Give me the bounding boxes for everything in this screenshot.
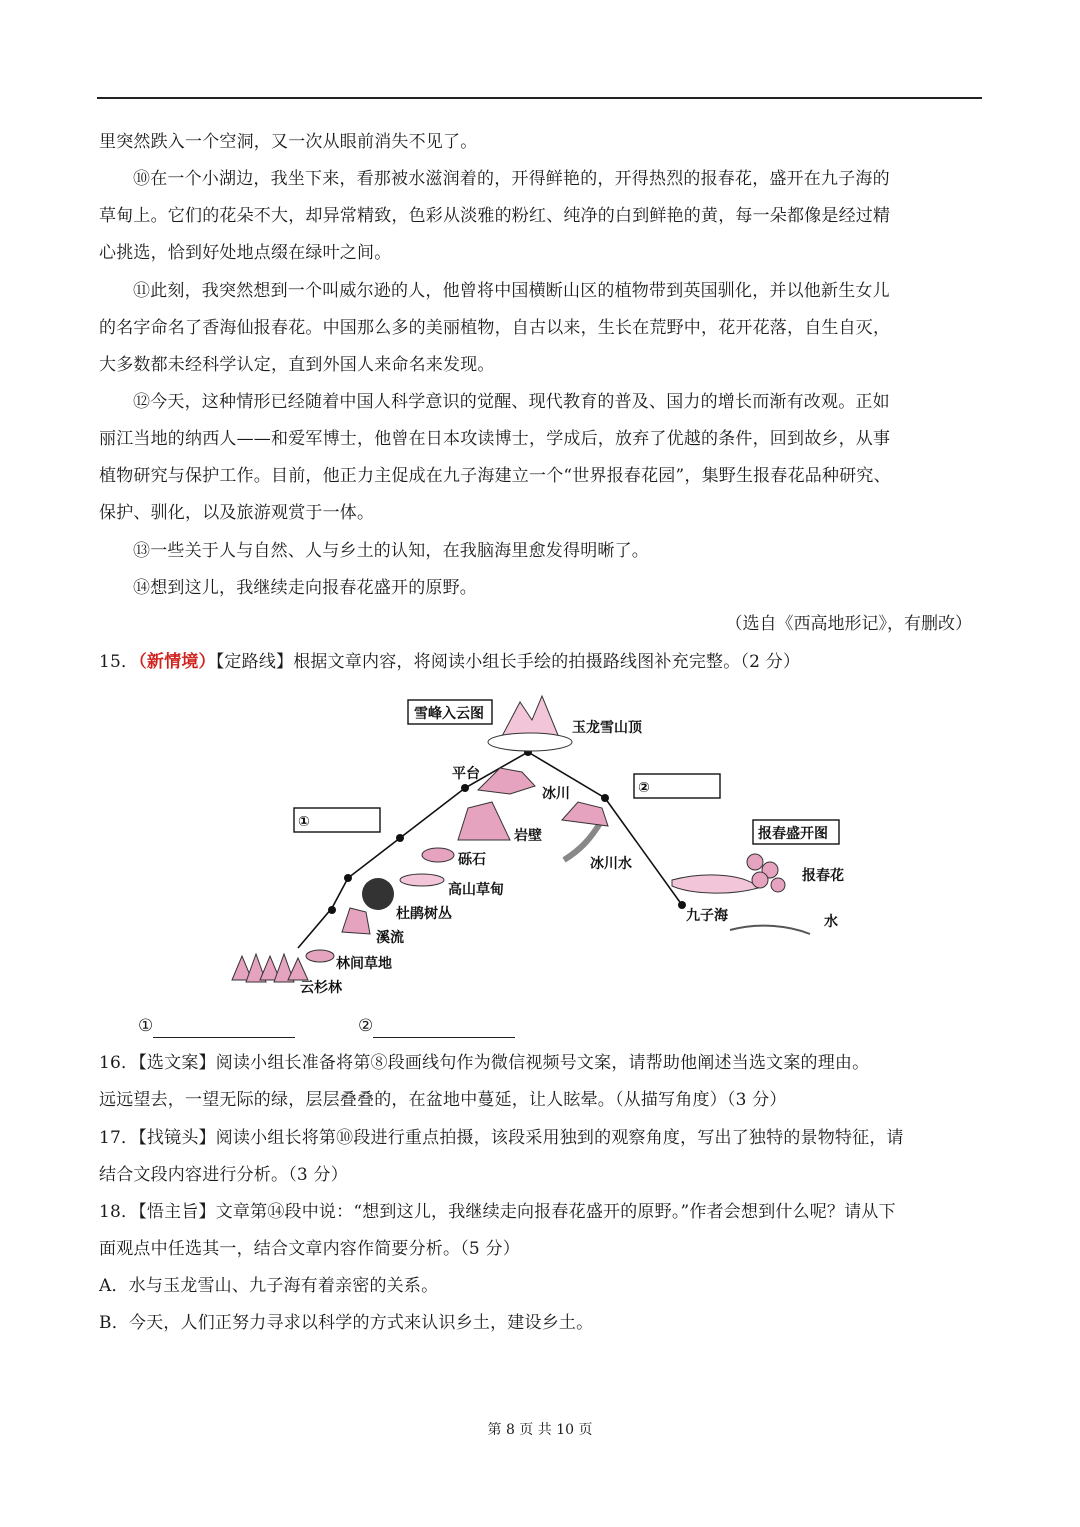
- question-18: 18．【悟主旨】文章第⑭段中说：“想到这儿，我继续走向报春花盛开的原野。”作者会想到什么呢？请从下: [99, 1202, 896, 1222]
- blank-box-1-label: ①: [298, 814, 310, 830]
- box-right-label: 报春盛开图: [758, 826, 828, 842]
- label-water: 水: [824, 914, 838, 930]
- question-18-cont: 面观点中任选其一，结合文章内容作简要分析。（5 分）: [99, 1239, 520, 1259]
- meltwater-icon: [564, 820, 602, 860]
- label-jiuzihai: 九子海: [686, 908, 728, 924]
- label-meltwater: 冰川水: [590, 856, 632, 872]
- gravel-icon: [422, 848, 454, 862]
- label-primrose: 报春花: [802, 868, 844, 884]
- azalea-icon: [362, 878, 394, 910]
- paragraph-line: ⑪此刻，我突然想到一个叫威尔逊的人，他曾将中国横断山区的植物带到英国驯化，并以他新生女儿: [133, 281, 890, 301]
- water-icon: [730, 926, 810, 934]
- question-number: 15．: [99, 652, 139, 672]
- paragraph-line: ⑭想到这儿，我继续走向报春花盛开的原野。: [133, 578, 477, 598]
- label-platform: 平台: [452, 766, 480, 782]
- question-17-cont: 结合文段内容进行分析。（3 分）: [99, 1165, 348, 1185]
- paragraph-line: 心挑选，恰到好处地点缀在绿叶之间。: [99, 243, 392, 263]
- page-footer: 第 8 页 共 10 页: [487, 1422, 593, 1438]
- spruce-forest-icon: [232, 954, 308, 982]
- answer-line: [373, 1019, 515, 1038]
- label-cliff: 岩壁: [514, 828, 542, 844]
- forest-grass-icon: [306, 950, 334, 962]
- cliff-icon: [458, 802, 510, 840]
- paragraph-line: ⑬一些关于人与自然、人与乡土的认知，在我脑海里愈发得明晰了。: [133, 541, 649, 561]
- lake-icon: [672, 875, 758, 893]
- answer-line: [153, 1019, 295, 1038]
- label-spruce: 云杉林: [300, 980, 342, 996]
- new-context-tag: （新情境）: [138, 652, 216, 672]
- blank-box-2-label: ②: [638, 780, 650, 796]
- meadow-icon: [400, 874, 444, 886]
- option-a: A．水与玉龙雪山、九子海有着亲密的关系。: [99, 1276, 439, 1296]
- header-rule: [97, 97, 982, 99]
- label-forest-grass: 林间草地: [336, 956, 392, 972]
- question-17: 17．【找镜头】阅读小组长将第⑩段进行重点拍摄，该段采用独到的观察角度，写出了独特的景物特征，请: [99, 1128, 904, 1148]
- paragraph-line: 大多数都未经科学认定，直到外国人来命名来发现。: [99, 355, 495, 375]
- label-gravel: 砾石: [458, 852, 486, 868]
- answer-blank-2[interactable]: [358, 1014, 515, 1038]
- glacier-icon: [478, 768, 535, 794]
- question-16: 16．【选文案】阅读小组长准备将第⑧段画线句作为微信视频号文案，请帮助他阐述当选文案的理由。: [99, 1053, 870, 1073]
- label-summit: 玉龙雪山顶: [572, 720, 642, 736]
- answer-label: ①: [138, 1016, 154, 1036]
- paragraph-line: 的名字命名了香海仙报春花。中国那么多的美丽植物，自古以来，生长在荒野中，花开花落，自生自灭，: [99, 318, 891, 338]
- question-text: 【定路线】根据文章内容，将阅读小组长手绘的拍摄路线图补充完整。（2 分）: [215, 652, 801, 672]
- glacier-right-icon: [562, 802, 608, 826]
- paragraph-line: 丽江当地的纳西人——和爱军博士，他曾在日本攻读博士，学成后，放弃了优越的条件，回到故乡，从事: [99, 429, 891, 449]
- answer-label: ②: [358, 1016, 374, 1036]
- snow-peak-icon: [488, 696, 572, 751]
- label-glacier: 冰川: [542, 786, 570, 802]
- paragraph-line: 里突然跌入一个空洞，又一次从眼前消失不见了。: [99, 132, 478, 152]
- label-stream: 溪流: [376, 930, 404, 946]
- box-top-label: 雪峰入云图: [414, 706, 484, 722]
- label-meadow: 高山草甸: [448, 882, 504, 898]
- paragraph-line: 草甸上。它们的花朵不大，却异常精致，色彩从淡雅的粉红、纯净的白到鲜艳的黄，每一朵都像是经过精: [99, 206, 891, 226]
- label-azalea: 杜鹃树丛: [396, 906, 452, 922]
- source-citation: （选自《西高地形记》，有删改）: [725, 614, 972, 634]
- route-map-figure: [210, 690, 870, 1000]
- option-b: B．今天，人们正努力寻求以科学的方式来认识乡土，建设乡土。: [99, 1313, 594, 1333]
- question-16-quote: 远远望去，一望无际的绿，层层叠叠的，在盆地中蔓延，让人眩晕。（从描写角度）（3 分）: [99, 1090, 787, 1110]
- paragraph-line: 植物研究与保护工作。目前，他正力主促成在九子海建立一个“世界报春花园”，集野生报春花品种研究、: [99, 466, 891, 486]
- stream-icon: [342, 908, 370, 934]
- paragraph-line: ⑫今天，这种情形已经随着中国人科学意识的觉醒、现代教育的普及、国力的增长而渐有改观。正如: [133, 392, 890, 412]
- question-15: [99, 650, 984, 674]
- paragraph-line: 保护、驯化，以及旅游观赏于一体。: [99, 503, 375, 523]
- answer-blank-1[interactable]: [138, 1014, 295, 1038]
- paragraph-line: ⑩在一个小湖边，我坐下来，看那被水滋润着的，开得鲜艳的，开得热烈的报春花，盛开在九子海的: [133, 169, 890, 189]
